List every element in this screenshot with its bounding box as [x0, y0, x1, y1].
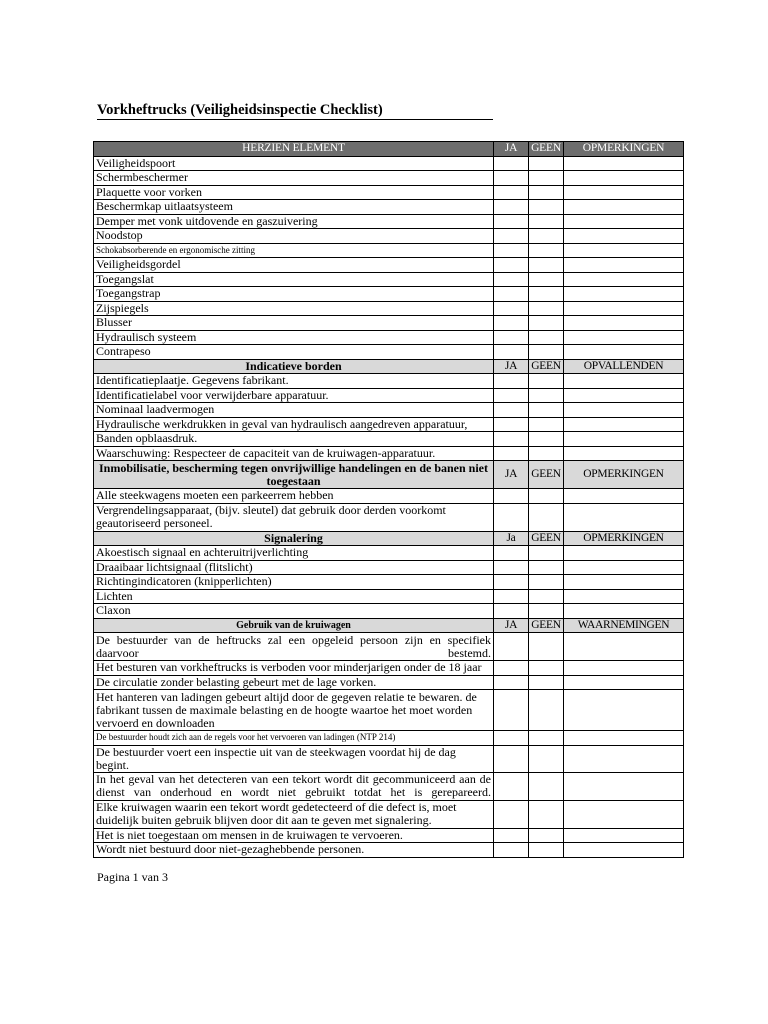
ja-cell[interactable] [494, 843, 529, 858]
geen-cell[interactable] [529, 843, 564, 858]
checklist-item: De circulatie zonder belasting gebeurt met de lage vorken. [94, 675, 494, 690]
ja-cell[interactable] [494, 243, 529, 258]
ja-cell[interactable] [494, 633, 529, 661]
checklist-item: Toegangslat [94, 272, 494, 287]
remarks-cell[interactable] [564, 156, 684, 171]
remarks-cell[interactable] [564, 560, 684, 575]
checklist-row [94, 589, 684, 604]
section-header [94, 618, 684, 633]
checklist-item: Akoestisch signaal en achteruitrijverlichting [94, 546, 494, 561]
ja-cell[interactable] [494, 374, 529, 389]
section-header [94, 461, 684, 489]
remarks-cell[interactable] [564, 388, 684, 403]
checklist-row [94, 330, 684, 345]
section-title: Signalering [94, 531, 494, 546]
column-header: OPMERKINGEN [564, 142, 684, 157]
ja-cell[interactable] [494, 745, 529, 772]
checklist-row [94, 575, 684, 590]
geen-cell[interactable] [529, 828, 564, 843]
ja-cell[interactable] [494, 345, 529, 360]
column-header: Ja [494, 531, 529, 546]
remarks-cell[interactable] [564, 589, 684, 604]
remarks-cell[interactable] [564, 330, 684, 345]
checklist-item: Contrapeso [94, 345, 494, 360]
checklist-item: Elke kruiwagen waarin een tekort wordt gedetecteerd of die defect is, moet duidelijk buiten gebruik blijven door dit aan te geven met signalering. [94, 800, 494, 828]
remarks-cell[interactable] [564, 403, 684, 418]
checklist-row [94, 503, 684, 531]
ja-cell[interactable] [494, 417, 529, 432]
geen-cell[interactable] [529, 745, 564, 772]
section-title: Gebruik van de kruiwagen [94, 618, 494, 633]
ja-cell[interactable] [494, 171, 529, 186]
ja-cell[interactable] [494, 503, 529, 531]
checklist-row [94, 374, 684, 389]
ja-cell[interactable] [494, 388, 529, 403]
column-header: GEEN [529, 142, 564, 157]
checklist-row [94, 345, 684, 360]
geen-cell[interactable] [529, 330, 564, 345]
checklist-item: Banden opblaasdruk. [94, 432, 494, 447]
checklist-item: Blusser [94, 316, 494, 331]
column-header: JA [494, 142, 529, 157]
ja-cell[interactable] [494, 446, 529, 461]
geen-cell[interactable] [529, 243, 564, 258]
remarks-cell[interactable] [564, 229, 684, 244]
checklist-item: Claxon [94, 604, 494, 619]
remarks-cell[interactable] [564, 243, 684, 258]
ja-cell[interactable] [494, 546, 529, 561]
checklist-item: Nominaal laadvermogen [94, 403, 494, 418]
ja-cell[interactable] [494, 330, 529, 345]
checklist-item: De bestuurder van de heftrucks zal een opgeleid persoon zijn en specifiek daarvoor bestemd. [94, 633, 494, 661]
checklist-item: Toegangstrap [94, 287, 494, 302]
checklist-item: Waarschuwing: Respecteer de capaciteit van de kruiwagen-apparatuur. [94, 446, 494, 461]
checklist-item: Wordt niet bestuurd door niet-gezaghebbende personen. [94, 843, 494, 858]
ja-cell[interactable] [494, 432, 529, 447]
geen-cell[interactable] [529, 374, 564, 389]
geen-cell[interactable] [529, 200, 564, 215]
checklist-row [94, 661, 684, 676]
column-header: GEEN [529, 461, 564, 489]
checklist-row [94, 301, 684, 316]
geen-cell[interactable] [529, 272, 564, 287]
geen-cell[interactable] [529, 171, 564, 186]
checklist-item: Vergrendelingsapparaat, (bijv. sleutel) dat gebruik door derden voorkomt geautoriseerd personeel. [94, 503, 494, 531]
remarks-cell[interactable] [564, 446, 684, 461]
geen-cell[interactable] [529, 185, 564, 200]
remarks-cell[interactable] [564, 171, 684, 186]
remarks-cell[interactable] [564, 546, 684, 561]
column-header: GEEN [529, 531, 564, 546]
ja-cell[interactable] [494, 489, 529, 504]
geen-cell[interactable] [529, 489, 564, 504]
remarks-cell[interactable] [564, 345, 684, 360]
checklist-item: De bestuurder houdt zich aan de regels voor het vervoeren van ladingen (NTP 214) [94, 731, 494, 746]
checklist-row [94, 489, 684, 504]
geen-cell[interactable] [529, 388, 564, 403]
remarks-cell[interactable] [564, 417, 684, 432]
checklist-item: Identificatielabel voor verwijderbare apparatuur. [94, 388, 494, 403]
checklist-row [94, 388, 684, 403]
remarks-cell[interactable] [564, 800, 684, 828]
checklist-item: Hydraulisch systeem [94, 330, 494, 345]
column-header: JA [494, 618, 529, 633]
checklist-item: Alle steekwagens moeten een parkeerrem hebben [94, 489, 494, 504]
remarks-cell[interactable] [564, 214, 684, 229]
geen-cell[interactable] [529, 604, 564, 619]
checklist-item: Veiligheidsgordel [94, 258, 494, 273]
geen-cell[interactable] [529, 731, 564, 746]
checklist-item: Plaquette voor vorken [94, 185, 494, 200]
checklist-row [94, 287, 684, 302]
geen-cell[interactable] [529, 575, 564, 590]
geen-cell[interactable] [529, 560, 564, 575]
geen-cell[interactable] [529, 258, 564, 273]
remarks-cell[interactable] [564, 690, 684, 731]
geen-cell[interactable] [529, 690, 564, 731]
remarks-cell[interactable] [564, 843, 684, 858]
remarks-cell[interactable] [564, 301, 684, 316]
checklist-item: De bestuurder voert een inspectie uit van de steekwagen voordat hij de dag begint. [94, 745, 494, 772]
checklist-row [94, 403, 684, 418]
remarks-cell[interactable] [564, 287, 684, 302]
checklist-item: Schermbeschermer [94, 171, 494, 186]
checklist-row [94, 690, 684, 731]
ja-cell[interactable] [494, 575, 529, 590]
ja-cell[interactable] [494, 403, 529, 418]
ja-cell[interactable] [494, 772, 529, 800]
checklist-item: Identificatieplaatje. Gegevens fabrikant. [94, 374, 494, 389]
checklist-row [94, 800, 684, 828]
checklist-row [94, 214, 684, 229]
geen-cell[interactable] [529, 503, 564, 531]
ja-cell[interactable] [494, 258, 529, 273]
geen-cell[interactable] [529, 633, 564, 661]
remarks-cell[interactable] [564, 200, 684, 215]
geen-cell[interactable] [529, 214, 564, 229]
ja-cell[interactable] [494, 731, 529, 746]
checklist-row [94, 417, 684, 432]
ja-cell[interactable] [494, 560, 529, 575]
checklist-row [94, 675, 684, 690]
section-title: HERZIEN ELEMENT [94, 142, 494, 157]
checklist-row [94, 731, 684, 746]
remarks-cell[interactable] [564, 432, 684, 447]
checklist-item: Lichten [94, 589, 494, 604]
geen-cell[interactable] [529, 546, 564, 561]
checklist-item: In het geval van het detecteren van een tekort wordt dit gecommuniceerd aan de dienst van onderhoud en wordt niet gebruikt totdat het is gerepareerd. [94, 772, 494, 800]
checklist-row [94, 243, 684, 258]
remarks-cell[interactable] [564, 772, 684, 800]
section-header [94, 359, 684, 374]
section-header [94, 531, 684, 546]
checklist-item: Het besturen van vorkheftrucks is verboden voor minderjarigen onder de 18 jaar [94, 661, 494, 676]
remarks-cell[interactable] [564, 489, 684, 504]
ja-cell[interactable] [494, 200, 529, 215]
checklist-row [94, 843, 684, 858]
checklist-row [94, 745, 684, 772]
checklist-item: Hydraulische werkdrukken in geval van hydraulisch aangedreven apparatuur, [94, 417, 494, 432]
column-header: GEEN [529, 618, 564, 633]
ja-cell[interactable] [494, 272, 529, 287]
checklist-row [94, 316, 684, 331]
checklist-row [94, 200, 684, 215]
geen-cell[interactable] [529, 287, 564, 302]
document-title: Vorkheftrucks (Veiligheidsinspectie Checklist) [97, 102, 493, 120]
checklist-item: Het is niet toegestaan om mensen in de kruiwagen te vervoeren. [94, 828, 494, 843]
remarks-cell[interactable] [564, 575, 684, 590]
ja-cell[interactable] [494, 156, 529, 171]
ja-cell[interactable] [494, 800, 529, 828]
ja-cell[interactable] [494, 675, 529, 690]
remarks-cell[interactable] [564, 745, 684, 772]
geen-cell[interactable] [529, 772, 564, 800]
geen-cell[interactable] [529, 403, 564, 418]
checklist-row [94, 446, 684, 461]
geen-cell[interactable] [529, 229, 564, 244]
remarks-cell[interactable] [564, 633, 684, 661]
ja-cell[interactable] [494, 185, 529, 200]
column-header: GEEN [529, 359, 564, 374]
checklist-item: Schokabsorberende en ergonomische zitting [94, 243, 494, 258]
column-header: OPVALLENDEN [564, 359, 684, 374]
geen-cell[interactable] [529, 301, 564, 316]
checklist-item: Beschermkap uitlaatsysteem [94, 200, 494, 215]
geen-cell[interactable] [529, 345, 564, 360]
checklist-row [94, 258, 684, 273]
checklist-row [94, 604, 684, 619]
checklist-row [94, 229, 684, 244]
remarks-cell[interactable] [564, 731, 684, 746]
checklist-row [94, 560, 684, 575]
remarks-cell[interactable] [564, 503, 684, 531]
checklist-item: Draaibaar lichtsignaal (flitslicht) [94, 560, 494, 575]
remarks-cell[interactable] [564, 374, 684, 389]
geen-cell[interactable] [529, 432, 564, 447]
column-header: JA [494, 461, 529, 489]
checklist-row [94, 432, 684, 447]
section-title: Inmobilisatie, bescherming tegen onvrijwillige handelingen en de banen niet toegestaan [94, 461, 494, 489]
column-header: JA [494, 359, 529, 374]
checklist-item: Richtingindicatoren (knipperlichten) [94, 575, 494, 590]
checklist-row [94, 772, 684, 800]
remarks-cell[interactable] [564, 185, 684, 200]
remarks-cell[interactable] [564, 661, 684, 676]
ja-cell[interactable] [494, 229, 529, 244]
geen-cell[interactable] [529, 446, 564, 461]
page-number: Pagina 1 van 3 [97, 870, 168, 884]
geen-cell[interactable] [529, 156, 564, 171]
column-header: WAARNEMINGEN [564, 618, 684, 633]
ja-cell[interactable] [494, 690, 529, 731]
checklist-row [94, 272, 684, 287]
checklist-row [94, 156, 684, 171]
ja-cell[interactable] [494, 316, 529, 331]
remarks-cell[interactable] [564, 828, 684, 843]
checklist-item: Veiligheidspoort [94, 156, 494, 171]
remarks-cell[interactable] [564, 272, 684, 287]
ja-cell[interactable] [494, 604, 529, 619]
checklist-item: Demper met vonk uitdovende en gaszuivering [94, 214, 494, 229]
ja-cell[interactable] [494, 661, 529, 676]
column-header: OPMERKINGEN [564, 531, 684, 546]
section-title: Indicatieve borden [94, 359, 494, 374]
checklist-row [94, 633, 684, 661]
geen-cell[interactable] [529, 316, 564, 331]
geen-cell[interactable] [529, 675, 564, 690]
geen-cell[interactable] [529, 800, 564, 828]
column-header: OPMERKINGEN [564, 461, 684, 489]
ja-cell[interactable] [494, 214, 529, 229]
section-header [94, 142, 684, 157]
ja-cell[interactable] [494, 287, 529, 302]
geen-cell[interactable] [529, 417, 564, 432]
ja-cell[interactable] [494, 828, 529, 843]
ja-cell[interactable] [494, 301, 529, 316]
checklist-item: Zijspiegels [94, 301, 494, 316]
checklist-table [93, 141, 684, 858]
checklist-row [94, 546, 684, 561]
checklist-item: Noodstop [94, 229, 494, 244]
remarks-cell[interactable] [564, 316, 684, 331]
checklist-item: Het hanteren van ladingen gebeurt altijd door de gegeven relatie te bewaren. de fabrikant tussen de maximale belasting en de hoogte waartoe het moet worden vervoerd en downloaden [94, 690, 494, 731]
ja-cell[interactable] [494, 589, 529, 604]
geen-cell[interactable] [529, 589, 564, 604]
remarks-cell[interactable] [564, 604, 684, 619]
checklist-row [94, 185, 684, 200]
geen-cell[interactable] [529, 661, 564, 676]
remarks-cell[interactable] [564, 675, 684, 690]
checklist-row [94, 171, 684, 186]
checklist-row [94, 828, 684, 843]
remarks-cell[interactable] [564, 258, 684, 273]
